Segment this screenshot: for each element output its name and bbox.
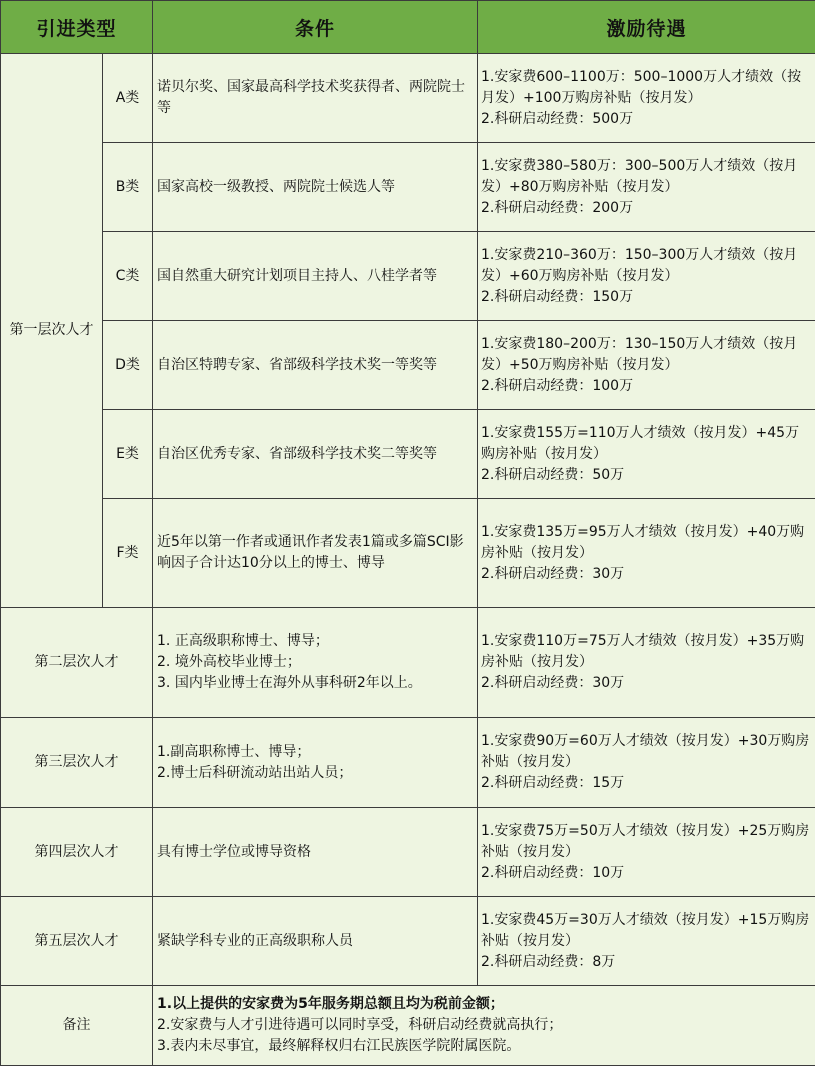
benefit-line: 1.安家费600–1100万：500–1000万人才绩效（按月发）+100万购房补贴（按月发） [481,68,802,106]
benefit-line: 1.安家费135万=95万人才绩效（按月发）+40万购房补贴（按月发） [481,523,805,561]
benefit-line: 2.科研启动经费：10万 [481,864,625,881]
class-label: F类 [103,499,153,608]
header-benefit: 激励待遇 [478,1,815,54]
notes-label: 备注 [1,986,153,1066]
tier1-row-c [1,232,815,321]
note-line: 1.以上提供的安家费为5年服务期总额且均为税前金额； [157,996,504,1012]
tier-label: 第三层次人才 [1,718,153,808]
tier-label: 第二层次人才 [1,608,153,718]
notes-cell [153,986,815,1066]
tier1-row-a [1,54,815,143]
header-type: 引进类型 [1,1,153,54]
tier1-row-e [1,410,815,499]
condition-cell [153,608,478,718]
condition-cell: 国自然重大研究计划项目主持人、八桂学者等 [153,232,478,321]
benefit-cell [478,54,815,143]
benefit-line: 2.科研启动经费：30万 [481,565,625,582]
benefit-line: 2.科研启动经费：100万 [481,377,634,394]
benefit-line: 1.安家费155万=110万人才绩效（按月发）+45万购房补贴（按月发） [481,424,800,462]
class-label: A类 [103,54,153,143]
tier1-row-d [1,321,815,410]
condition-cell: 国家高校一级教授、两院院士候选人等 [153,143,478,232]
benefit-cell [478,143,815,232]
benefit-line: 1.安家费180–200万：130–150万人才绩效（按月发）+50万购房补贴（按月发） [481,335,798,373]
benefit-line: 2.科研启动经费：500万 [481,110,634,127]
benefit-line: 1.安家费380–580万：300–500万人才绩效（按月发）+80万购房补贴（按月发） [481,157,798,195]
benefit-line: 1.安家费90万=60万人才绩效（按月发）+30万购房补贴（按月发） [481,733,810,770]
condition-line: 紧缺学科专业的正高级职称人员 [157,932,354,949]
benefit-line: 2.科研启动经费：50万 [481,466,625,483]
benefit-cell [478,232,815,321]
class-label: B类 [103,143,153,232]
benefit-line: 1.安家费210–360万：150–300万人才绩效（按月发）+60万购房补贴（按月发） [481,246,798,284]
benefit-line: 2.科研启动经费：30万 [481,675,625,691]
benefit-cell [478,718,815,808]
condition-cell: 自治区特聘专家、省部级科学技术奖一等奖等 [153,321,478,410]
condition-line: 具有博士学位或博导资格 [157,843,312,860]
tier1-row-b [1,143,815,232]
class-label: D类 [103,321,153,410]
benefit-cell [478,321,815,410]
benefit-cell [478,808,815,897]
notes-row [1,986,815,1066]
condition-cell: 自治区优秀专家、省部级科学技术奖二等奖等 [153,410,478,499]
tier-label: 第四层次人才 [1,808,153,897]
condition-line: 3. 国内毕业博士在海外从事科研2年以上。 [157,675,422,691]
condition-cell: 诺贝尔奖、国家最高科学技术奖获得者、两院院士等 [153,54,478,143]
condition-line: 2.博士后科研流动站出站人员； [157,764,353,781]
class-label: C类 [103,232,153,321]
condition-line: 1. 正高级职称博士、博导； [157,633,329,649]
benefit-cell [478,608,815,718]
condition-cell [153,808,478,897]
condition-line: 1.副高职称博士、博导； [157,743,311,760]
benefit-cell [478,499,815,608]
class-label: E类 [103,410,153,499]
benefit-line: 2.科研启动经费：200万 [481,199,634,216]
tier3-row [1,718,815,808]
tier2-row [1,608,815,718]
benefit-line: 2.科研启动经费：8万 [481,953,616,970]
benefit-cell [478,897,815,986]
benefit-line: 2.科研启动经费：15万 [481,775,625,791]
benefit-line: 2.科研启动经费：150万 [481,288,634,305]
benefit-line: 1.安家费75万=50万人才绩效（按月发）+25万购房补贴（按月发） [481,822,810,860]
condition-cell [153,897,478,986]
condition-cell: 近5年以第一作者或通讯作者发表1篇或多篇SCI影响因子合计达10分以上的博士、博导 [153,499,478,608]
tier5-row [1,897,815,986]
benefit-line: 1.安家费45万=30万人才绩效（按月发）+15万购房补贴（按月发） [481,911,810,949]
header-row [1,1,815,54]
note-line: 2.安家费与人才引进待遇可以同时享受，科研启动经费就高执行； [157,1017,563,1033]
header-condition: 条件 [153,1,478,54]
condition-cell [153,718,478,808]
tier-label: 第五层次人才 [1,897,153,986]
note-line: 3.表内未尽事宜，最终解释权归右江民族医学院附属医院。 [157,1038,521,1054]
tier4-row [1,808,815,897]
benefit-line: 1.安家费110万=75万人才绩效（按月发）+35万购房补贴（按月发） [481,633,805,670]
tier1-label: 第一层次人才 [1,54,103,608]
condition-line: 2. 境外高校毕业博士； [157,654,301,670]
benefit-cell [478,410,815,499]
tier1-row-f [1,499,815,608]
